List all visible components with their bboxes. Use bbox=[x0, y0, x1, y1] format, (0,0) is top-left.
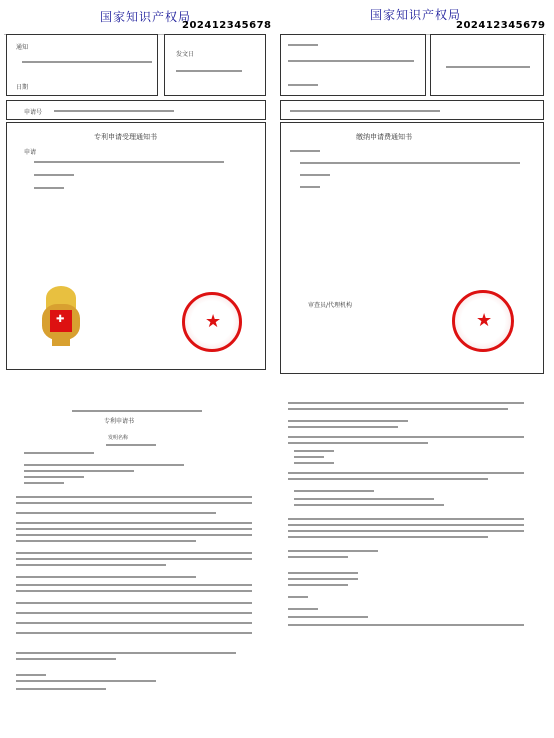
bl-line bbox=[16, 540, 196, 542]
br-line bbox=[288, 584, 348, 586]
bl-line bbox=[16, 502, 252, 504]
bl-line bbox=[16, 496, 252, 498]
bl-line bbox=[16, 632, 252, 634]
bl-line bbox=[16, 534, 252, 536]
bottom-right-document bbox=[288, 398, 528, 638]
left-label-2: 申请 bbox=[24, 149, 37, 156]
bl-line bbox=[24, 452, 94, 454]
left-body-line-3 bbox=[34, 187, 64, 189]
bl-line bbox=[16, 590, 252, 592]
bl-line bbox=[16, 528, 252, 530]
left-sender-label: 发文日 bbox=[176, 51, 195, 58]
br-line bbox=[294, 450, 334, 452]
right-info-box bbox=[430, 34, 544, 96]
left-info-line bbox=[176, 70, 242, 72]
br-line bbox=[294, 490, 374, 492]
bl-line bbox=[24, 476, 84, 478]
right-body-line-3 bbox=[300, 174, 330, 176]
left-address-box bbox=[6, 34, 158, 96]
br-line bbox=[288, 624, 524, 626]
br-line bbox=[288, 478, 488, 480]
bl-line bbox=[106, 444, 156, 446]
bl-line bbox=[16, 652, 236, 654]
bottom-left-heading: 专利申请书 bbox=[104, 418, 135, 425]
br-line bbox=[288, 578, 358, 580]
bl-line bbox=[24, 464, 184, 466]
bl-line bbox=[16, 522, 252, 524]
left-label-1: 通知 bbox=[16, 44, 29, 51]
bl-line bbox=[16, 622, 252, 624]
bl-line bbox=[16, 658, 116, 660]
br-line bbox=[288, 408, 508, 410]
right-seal-star-icon: ★ bbox=[476, 310, 493, 331]
br-line bbox=[288, 572, 358, 574]
right-footer: 审查员/代理机构 bbox=[308, 302, 353, 309]
br-line bbox=[288, 536, 488, 538]
bl-line bbox=[16, 584, 252, 586]
right-title: 缴纳申请费通知书 bbox=[356, 133, 412, 141]
right-address-line-2 bbox=[288, 60, 414, 62]
bottom-left-document bbox=[16, 404, 256, 704]
right-notice bbox=[280, 4, 550, 370]
right-org-name: 国家知识产权局 bbox=[370, 8, 462, 22]
br-line bbox=[288, 472, 524, 474]
bl-line bbox=[16, 602, 252, 604]
left-seal-star-icon: ★ bbox=[205, 311, 222, 332]
left-body-line-1 bbox=[34, 161, 224, 163]
bl-line bbox=[16, 674, 46, 676]
br-line bbox=[288, 426, 398, 428]
left-info-box bbox=[164, 34, 266, 96]
right-barcode-number: 202412345679 bbox=[456, 20, 546, 31]
right-body-line-1 bbox=[290, 150, 320, 152]
bl-line bbox=[24, 482, 64, 484]
bottom-left-subheading: 发明名称 bbox=[108, 435, 129, 441]
left-label-3: 日期 bbox=[16, 84, 29, 91]
left-title: 专利申请受理通知书 bbox=[94, 133, 157, 141]
left-body-line-2 bbox=[34, 174, 74, 176]
right-number-line bbox=[290, 110, 440, 112]
br-line bbox=[288, 608, 318, 610]
left-notice bbox=[4, 4, 272, 370]
bl-line bbox=[16, 612, 252, 614]
left-number-line bbox=[54, 110, 174, 112]
br-line bbox=[288, 596, 308, 598]
right-info-line bbox=[446, 66, 530, 68]
left-barcode-number: 202412345678 bbox=[182, 20, 272, 31]
right-body-line-4 bbox=[300, 186, 320, 188]
br-line bbox=[294, 456, 324, 458]
br-line bbox=[288, 556, 348, 558]
br-line bbox=[288, 530, 524, 532]
bl-line bbox=[16, 558, 252, 560]
bl-line bbox=[72, 410, 202, 412]
left-date-label: 申请号 bbox=[24, 109, 43, 116]
br-line bbox=[288, 402, 524, 404]
br-line bbox=[288, 524, 524, 526]
right-body-line-2 bbox=[300, 162, 520, 164]
br-line bbox=[288, 550, 378, 552]
bl-line bbox=[16, 552, 252, 554]
br-line bbox=[294, 504, 444, 506]
bl-line bbox=[16, 564, 166, 566]
national-emblem: ✚ bbox=[38, 284, 84, 348]
bl-line bbox=[16, 688, 106, 690]
br-line bbox=[294, 462, 334, 464]
right-address-line-3 bbox=[288, 84, 318, 86]
br-line bbox=[288, 420, 408, 422]
bl-line bbox=[16, 576, 196, 578]
br-line bbox=[288, 442, 428, 444]
right-address-line-1 bbox=[288, 44, 318, 46]
bl-line bbox=[16, 512, 216, 514]
bl-line bbox=[24, 470, 134, 472]
left-address-line bbox=[22, 61, 152, 63]
bl-line bbox=[16, 680, 156, 682]
left-org-name: 国家知识产权局 bbox=[100, 10, 192, 24]
br-line bbox=[294, 498, 434, 500]
br-line bbox=[288, 436, 524, 438]
br-line bbox=[288, 518, 524, 520]
br-line bbox=[288, 616, 368, 618]
